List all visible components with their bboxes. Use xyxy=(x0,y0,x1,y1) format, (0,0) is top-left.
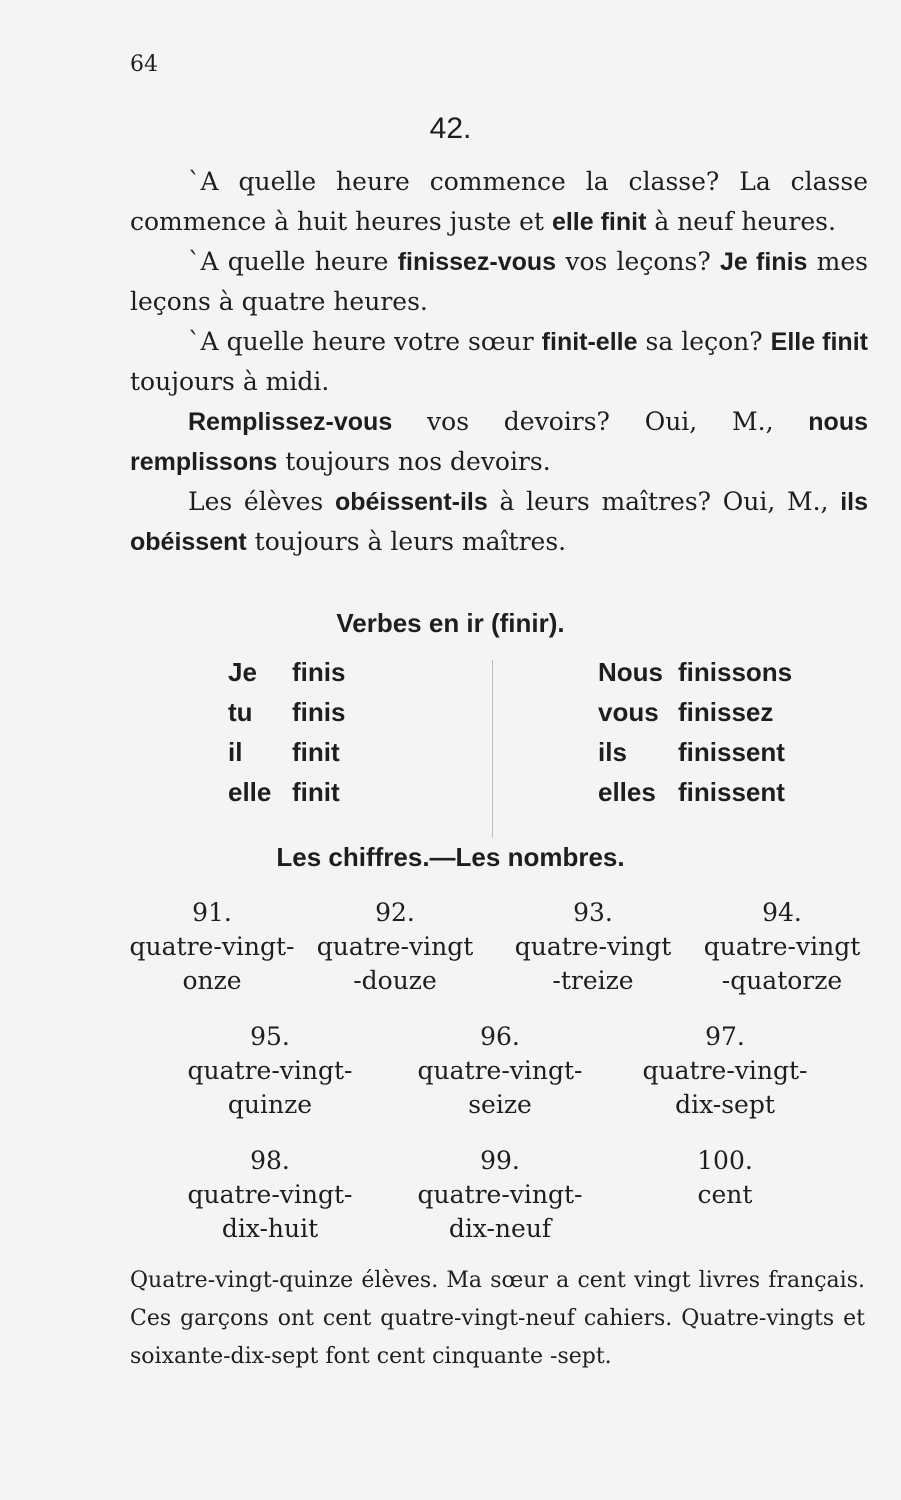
text-run: à leurs maîtres? Oui, M., xyxy=(487,487,841,516)
conjugation-singular xyxy=(228,652,345,812)
numbers-heading: Les chiffres.—Les nombres. xyxy=(276,842,625,872)
conjugation-divider xyxy=(492,660,493,838)
text-run: à neuf heures. xyxy=(646,207,836,236)
number-entry xyxy=(390,1020,610,1122)
conjugation-row xyxy=(598,772,792,812)
bold-phrase: ils obéissent xyxy=(130,488,868,556)
number-word: quatre-vingt xyxy=(514,932,672,961)
text-run: toujours à leurs maîtres. xyxy=(246,527,567,556)
bold-phrase: obéissent-ils xyxy=(334,488,488,516)
verb-form: finit xyxy=(292,737,340,767)
pronoun: Nous xyxy=(598,657,663,687)
pronoun: elles xyxy=(598,777,656,807)
number-word: seize xyxy=(468,1090,532,1119)
pronoun: vous xyxy=(598,697,659,727)
text-run: toujours à midi. xyxy=(130,367,330,396)
number-word: quinze xyxy=(227,1090,313,1119)
number-digit: 97. xyxy=(705,1022,745,1051)
paragraph xyxy=(130,162,868,242)
number-word: quatre-vingt- xyxy=(187,1180,353,1209)
text-run: sa leçon? xyxy=(637,327,771,356)
pronoun: Je xyxy=(228,657,257,687)
number-word: quatre-vingt xyxy=(703,932,861,961)
bold-phrase: elle finit xyxy=(551,208,647,236)
bold-phrase: finissez-vous xyxy=(397,248,557,276)
verb-form: finissons xyxy=(678,657,793,687)
bold-phrase: Je finis xyxy=(719,248,808,276)
number-word: cent xyxy=(697,1180,753,1209)
text-run: Les élèves xyxy=(188,487,335,516)
number-digit: 92. xyxy=(375,898,415,927)
number-digit: 93. xyxy=(573,898,613,927)
number-digit: 96. xyxy=(480,1022,520,1051)
lesson-text xyxy=(130,162,868,562)
bold-phrase: Elle finit xyxy=(770,328,868,356)
number-digit: 94. xyxy=(762,898,802,927)
paragraph xyxy=(130,402,868,482)
number-word: dix-huit xyxy=(221,1214,319,1243)
text-run: `A quelle heure votre sœur xyxy=(188,327,542,356)
number-entry xyxy=(160,1144,380,1246)
number-entry xyxy=(483,896,703,998)
number-word: quatre-vingt- xyxy=(417,1056,583,1085)
pronoun: il xyxy=(228,737,243,767)
number-word: quatre-vingt- xyxy=(417,1180,583,1209)
text-run: `A quelle heure xyxy=(188,247,398,276)
verb-form: finissent xyxy=(678,737,785,767)
number-word: -treize xyxy=(552,966,634,995)
bold-phrase: Remplissez-vous xyxy=(188,408,393,436)
closing-text: Quatre-vingt-quinze élèves. Ma sœur a cent vingt livres français. Ces garçons ont cent quatre-vingt-neuf cahiers. Quatre-vingts et soixante-dix-sept font cent cinquante -sept. xyxy=(130,1268,865,1369)
verb-form: finissent xyxy=(678,777,785,807)
number-digit: 95. xyxy=(250,1022,290,1051)
verb-form: finit xyxy=(292,777,340,807)
number-entry xyxy=(615,1144,835,1246)
number-word: -douze xyxy=(353,966,437,995)
bold-phrase: finit-elle xyxy=(541,328,638,356)
number-entry xyxy=(672,896,892,998)
paragraph xyxy=(130,242,868,322)
pronoun: tu xyxy=(228,697,253,727)
pronoun: elle xyxy=(228,777,272,807)
verb-form: finis xyxy=(292,697,346,727)
number-word: quatre-vingt- xyxy=(187,1056,353,1085)
number-word: -quatorze xyxy=(721,966,843,995)
conjugation-row xyxy=(228,772,345,812)
conjugation-row xyxy=(598,652,792,692)
verbs-heading: Verbes en ir (finir). xyxy=(336,608,565,638)
number-word: dix-sept xyxy=(675,1090,775,1119)
number-digit: 91. xyxy=(192,898,232,927)
verb-form: finis xyxy=(292,657,346,687)
number-entry xyxy=(160,1020,380,1122)
verb-form: finissez xyxy=(678,697,774,727)
page-number: 64 xyxy=(130,52,158,77)
conjugation-row xyxy=(228,652,345,692)
text-run: toujours nos devoirs. xyxy=(277,447,551,476)
pronoun: ils xyxy=(598,737,627,767)
paragraph xyxy=(130,322,868,402)
number-entry xyxy=(390,1144,610,1246)
text-run: `A quelle heure commence la classe? La classe commence à huit heures juste et xyxy=(130,167,868,236)
conjugation-row xyxy=(228,732,345,772)
number-word xyxy=(615,1212,835,1246)
number-digit: 100. xyxy=(697,1146,753,1175)
text-run: vos leçons? xyxy=(556,247,720,276)
number-word: quatre-vingt- xyxy=(642,1056,808,1085)
number-word: onze xyxy=(182,966,242,995)
number-digit: 99. xyxy=(480,1146,520,1175)
text-run: mes leçons à quatre heures. xyxy=(130,247,868,316)
text-run: vos devoirs? Oui, M., xyxy=(392,407,809,436)
lesson-number: 42. xyxy=(429,112,472,145)
number-word: dix-neuf xyxy=(448,1214,552,1243)
number-word: quatre-vingt- xyxy=(129,932,295,961)
conjugation-plural xyxy=(598,652,792,812)
paragraph xyxy=(130,482,868,562)
conjugation-row xyxy=(598,732,792,772)
number-word: quatre-vingt xyxy=(316,932,474,961)
bold-phrase: nous remplissons xyxy=(130,408,868,476)
conjugation-row xyxy=(228,692,345,732)
conjugation-row xyxy=(598,692,792,732)
number-digit: 98. xyxy=(250,1146,290,1175)
number-entry xyxy=(285,896,505,998)
number-entry xyxy=(615,1020,835,1122)
